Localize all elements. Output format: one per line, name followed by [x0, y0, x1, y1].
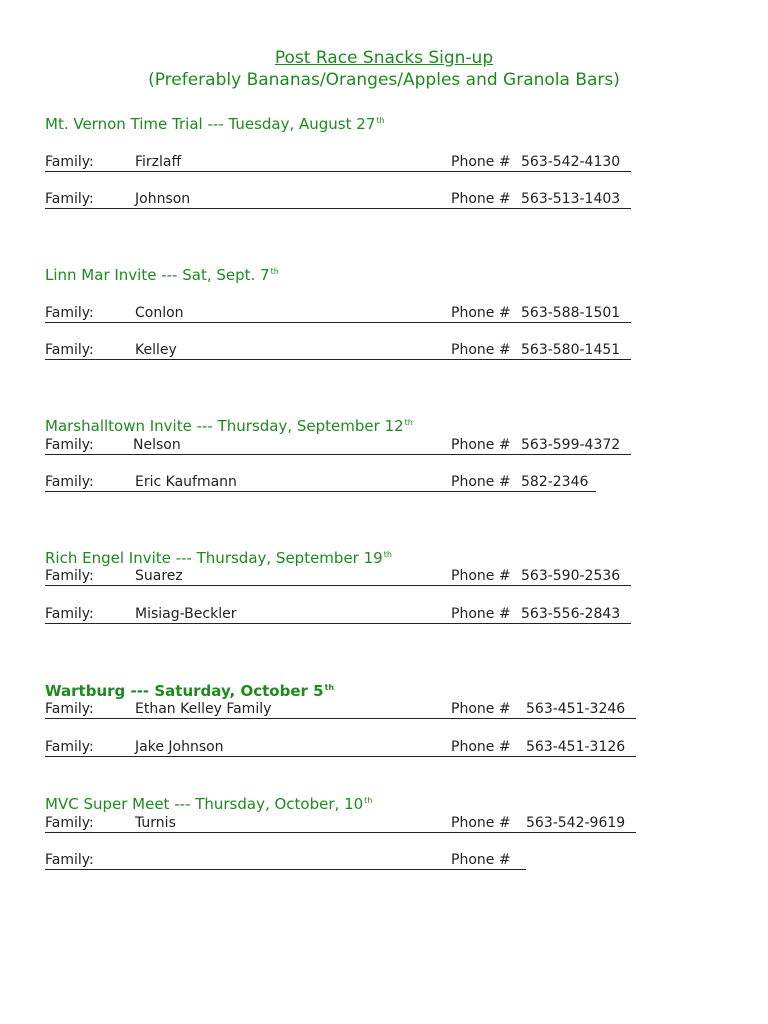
event-heading-suffix: th: [270, 267, 279, 276]
signup-underline: [45, 718, 636, 719]
page-title-text: Post Race Snacks Sign-up: [274, 48, 494, 68]
signup-underline: [45, 322, 631, 323]
phone-number: 563-590-2536: [521, 568, 621, 584]
signup-underline: [45, 171, 631, 172]
phone-number: 563-599-4372: [521, 437, 621, 453]
event-heading-suffix: th: [364, 796, 373, 805]
family-name: Turnis: [135, 815, 176, 831]
event-heading-text: MVC Super Meet --- Thursday, October, 10: [45, 795, 364, 813]
family-label: Family:: [45, 305, 94, 321]
event-heading-text: Mt. Vernon Time Trial --- Tuesday, August 27: [45, 115, 376, 133]
signup-underline: [45, 359, 631, 360]
event-heading: [45, 795, 372, 813]
phone-number: 563-588-1501: [521, 305, 621, 321]
event-heading-suffix: th: [383, 550, 392, 559]
family-label: Family:: [45, 568, 94, 584]
phone-label: Phone #: [451, 437, 511, 453]
event-heading: [45, 417, 413, 435]
phone-number: 563-580-1451: [521, 342, 621, 358]
phone-label: Phone #: [451, 568, 511, 584]
family-label: Family:: [45, 701, 94, 717]
family-name: Johnson: [135, 191, 191, 207]
event-heading-suffix: th: [404, 418, 413, 427]
signup-underline: [45, 454, 631, 455]
phone-number: 563-451-3246: [526, 701, 626, 717]
family-name: Eric Kaufmann: [135, 474, 237, 490]
event-heading: [45, 115, 385, 133]
event-heading-suffix: th: [376, 116, 385, 125]
phone-label: Phone #: [451, 739, 511, 755]
family-label: Family:: [45, 342, 94, 358]
signup-underline: [45, 585, 631, 586]
family-label: Family:: [45, 852, 94, 868]
event-heading: [45, 266, 279, 284]
phone-number: 563-556-2843: [521, 606, 621, 622]
phone-label: Phone #: [451, 474, 511, 490]
signup-underline: [45, 869, 526, 870]
family-name: Firzlaff: [135, 154, 182, 170]
phone-number: 563-542-4130: [521, 154, 621, 170]
event-heading-suffix: th: [324, 683, 335, 692]
family-label: Family:: [45, 474, 94, 490]
family-name: Suarez: [135, 568, 183, 584]
signup-underline: [45, 491, 596, 492]
phone-number: 563-542-9619: [526, 815, 626, 831]
signup-underline: [45, 208, 631, 209]
phone-label: Phone #: [451, 606, 511, 622]
phone-label: Phone #: [451, 815, 511, 831]
family-name: Nelson: [133, 437, 181, 453]
phone-number: 563-513-1403: [521, 191, 621, 207]
family-label: Family:: [45, 606, 94, 622]
phone-label: Phone #: [451, 191, 511, 207]
family-name: Kelley: [135, 342, 177, 358]
family-label: Family:: [45, 191, 94, 207]
family-name: Ethan Kelley Family: [135, 701, 272, 717]
phone-number: 582-2346: [521, 474, 589, 490]
family-name: Misiag-Beckler: [135, 606, 237, 622]
signup-underline: [45, 623, 631, 624]
family-name: Conlon: [135, 305, 184, 321]
page-subtitle: (Preferably Bananas/Oranges/Apples and Granola Bars): [148, 70, 620, 90]
phone-label: Phone #: [451, 852, 511, 868]
event-heading-text: Rich Engel Invite --- Thursday, September 19: [45, 549, 383, 567]
phone-label: Phone #: [451, 154, 511, 170]
event-heading-text: Wartburg --- Saturday, October 5: [45, 682, 324, 700]
signup-underline: [45, 756, 636, 757]
phone-number: 563-451-3126: [526, 739, 626, 755]
phone-label: Phone #: [451, 305, 511, 321]
phone-label: Phone #: [451, 701, 511, 717]
page-title: [0, 48, 768, 68]
event-heading: [45, 682, 334, 700]
event-heading: [45, 549, 392, 567]
family-label: Family:: [45, 437, 94, 453]
phone-label: Phone #: [451, 342, 511, 358]
family-label: Family:: [45, 815, 94, 831]
signup-underline: [45, 832, 636, 833]
family-label: Family:: [45, 739, 94, 755]
family-label: Family:: [45, 154, 94, 170]
event-heading-text: Marshalltown Invite --- Thursday, September 12: [45, 417, 404, 435]
event-heading-text: Linn Mar Invite --- Sat, Sept. 7: [45, 266, 270, 284]
family-name: Jake Johnson: [135, 739, 224, 755]
